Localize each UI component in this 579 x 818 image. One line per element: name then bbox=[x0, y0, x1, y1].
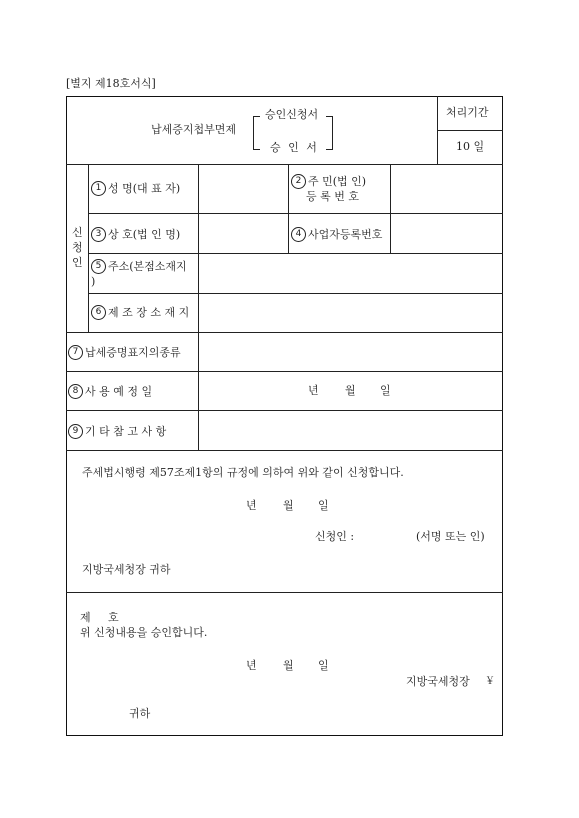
declaration-day: 일 bbox=[318, 499, 329, 512]
form-title: 납세증지첩부면제 bbox=[151, 123, 237, 136]
title-bracket-left bbox=[253, 116, 260, 150]
title-option-approve: 승 인 서 bbox=[270, 141, 319, 154]
title-bracket-right bbox=[326, 116, 333, 150]
processing-period-label: 처리기간 bbox=[446, 106, 489, 119]
col-line-b bbox=[288, 164, 289, 253]
circled-number: 6 bbox=[91, 305, 106, 320]
approval-issuer: 지방국세청장 bbox=[406, 675, 470, 688]
approval-text: 위 신청내용을 승인합니다. bbox=[80, 626, 208, 639]
other-label: 9 기 타 참 고 사 항 bbox=[68, 424, 166, 439]
applicant-sign-label: 신청인 : bbox=[315, 530, 355, 543]
form-code: [별지 제18호서식] bbox=[66, 77, 156, 90]
approval-month: 월 bbox=[283, 659, 294, 672]
sign-or-seal-label: (서명 또는 인) bbox=[416, 530, 485, 543]
other-input[interactable] bbox=[199, 411, 502, 449]
trade-name-input[interactable] bbox=[199, 214, 287, 252]
processing-divider bbox=[437, 130, 503, 131]
processing-col-line bbox=[437, 96, 438, 164]
approval-day: 일 bbox=[318, 659, 329, 672]
declaration-recipient: 지방국세청장 귀하 bbox=[82, 563, 171, 576]
applicant-label-3: 인 bbox=[72, 256, 83, 269]
factory-input[interactable] bbox=[199, 294, 502, 331]
circled-number: 3 bbox=[91, 227, 106, 242]
use-date-year: 년 bbox=[308, 384, 319, 397]
approval-year: 년 bbox=[246, 659, 257, 672]
use-date-day: 일 bbox=[380, 384, 391, 397]
section-divider bbox=[66, 592, 503, 593]
business-no-label: 4 사업자등록번호 bbox=[291, 227, 382, 242]
circled-number: 4 bbox=[291, 227, 306, 242]
business-no-input[interactable] bbox=[391, 214, 502, 252]
use-date-month: 월 bbox=[345, 384, 356, 397]
circled-number: 1 bbox=[91, 181, 106, 196]
row-line-7 bbox=[66, 450, 503, 451]
stamp-type-label: 7 납세증명표지의종류 bbox=[68, 345, 181, 360]
address-label-line2: ) bbox=[91, 275, 96, 288]
resident-no-label: 2 주 민(법 인) bbox=[291, 174, 366, 189]
name-input[interactable] bbox=[199, 165, 287, 212]
approval-no-suffix: 호 bbox=[108, 611, 119, 624]
use-date-label: 8 사 용 예 정 일 bbox=[68, 384, 152, 399]
circled-number: 9 bbox=[68, 424, 83, 439]
applicant-group-line bbox=[88, 164, 89, 332]
processing-period-value: 10 일 bbox=[456, 140, 485, 153]
title-option-apply: 승인신청서 bbox=[265, 108, 319, 121]
seal-mark: ￥ bbox=[485, 676, 495, 687]
circled-number: 5 bbox=[91, 259, 106, 274]
name-label: 1 성 명(대 표 자) bbox=[91, 181, 180, 196]
resident-no-input[interactable] bbox=[391, 165, 502, 212]
applicant-label-1: 신 bbox=[72, 226, 83, 239]
stamp-type-input[interactable] bbox=[199, 333, 502, 370]
address-label: 5 주소(본점소재지 bbox=[91, 259, 187, 274]
declaration-text: 주세법시행령 제57조제1항의 규정에 의하여 위와 같이 신청합니다. bbox=[82, 466, 404, 479]
applicant-label-2: 청 bbox=[72, 241, 83, 254]
trade-name-label: 3 상 호(법 인 명) bbox=[91, 227, 180, 242]
resident-no-label-line2: 등 록 번 호 bbox=[306, 190, 359, 203]
declaration-month: 월 bbox=[283, 499, 294, 512]
circled-number: 2 bbox=[291, 174, 306, 189]
approval-no-prefix: 제 bbox=[80, 611, 91, 624]
circled-number: 8 bbox=[68, 384, 83, 399]
declaration-year: 년 bbox=[246, 499, 257, 512]
factory-label: 6 제 조 장 소 재 지 bbox=[91, 305, 189, 320]
approval-to: 귀하 bbox=[129, 707, 151, 720]
circled-number: 7 bbox=[68, 345, 83, 360]
address-input[interactable] bbox=[199, 254, 502, 292]
